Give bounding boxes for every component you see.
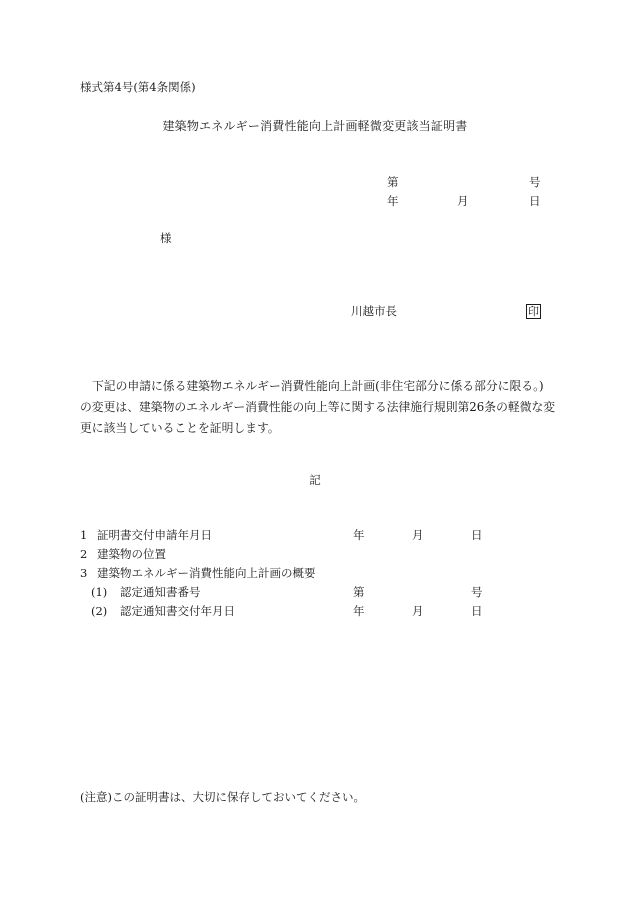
- statement-line: 更に該当していることを証明します。: [80, 421, 280, 435]
- ki-heading: 記: [309, 473, 321, 487]
- item-2-label: 建築物の位置: [97, 547, 166, 561]
- item-1-month: 月: [412, 528, 424, 542]
- sub-1-go: 号: [471, 585, 483, 599]
- sub-2-label: 認定通知書交付年月日: [120, 604, 235, 618]
- sub-1-label: 認定通知書番号: [120, 585, 201, 599]
- form-number: 様式第4号(第4条関係): [80, 80, 196, 94]
- sub-1-dai: 第: [353, 585, 365, 599]
- ref-day: 日: [529, 194, 541, 208]
- ref-month: 月: [457, 194, 469, 208]
- ref-year: 年: [387, 194, 399, 208]
- statement-line: の変更は、建築物のエネルギー消費性能の向上等に関する法律施行規則第26条の軽微な変: [80, 400, 556, 414]
- item-1-year: 年: [353, 528, 365, 542]
- ref-go: 号: [529, 175, 541, 189]
- addressee-honorific: 様: [160, 231, 172, 245]
- item-3-number: 3: [80, 566, 88, 580]
- sub-2-day: 日: [471, 604, 483, 618]
- sub-1-number: (1): [91, 585, 108, 599]
- item-3-label: 建築物エネルギー消費性能向上計画の概要: [97, 566, 316, 580]
- certification-statement: [80, 376, 558, 439]
- document-title: 建築物エネルギー消費性能向上計画軽微変更該当証明書: [162, 119, 468, 133]
- statement-line: 下記の申請に係る建築物エネルギー消費性能向上計画(非住宅部分に係る部分に限る。): [92, 379, 544, 393]
- storage-note: (注意)この証明書は、大切に保存しておいてください。: [80, 790, 365, 804]
- ref-dai: 第: [387, 175, 399, 189]
- sub-2-month: 月: [412, 604, 424, 618]
- item-1-number: 1: [80, 528, 88, 542]
- seal-mark: 印: [528, 305, 539, 318]
- item-1-label: 証明書交付申請年月日: [97, 528, 212, 542]
- sub-2-number: (2): [91, 604, 108, 618]
- item-1-day: 日: [471, 528, 483, 542]
- issuer-name: 川越市長: [351, 304, 397, 318]
- sub-2-year: 年: [353, 604, 365, 618]
- item-2-number: 2: [80, 547, 88, 561]
